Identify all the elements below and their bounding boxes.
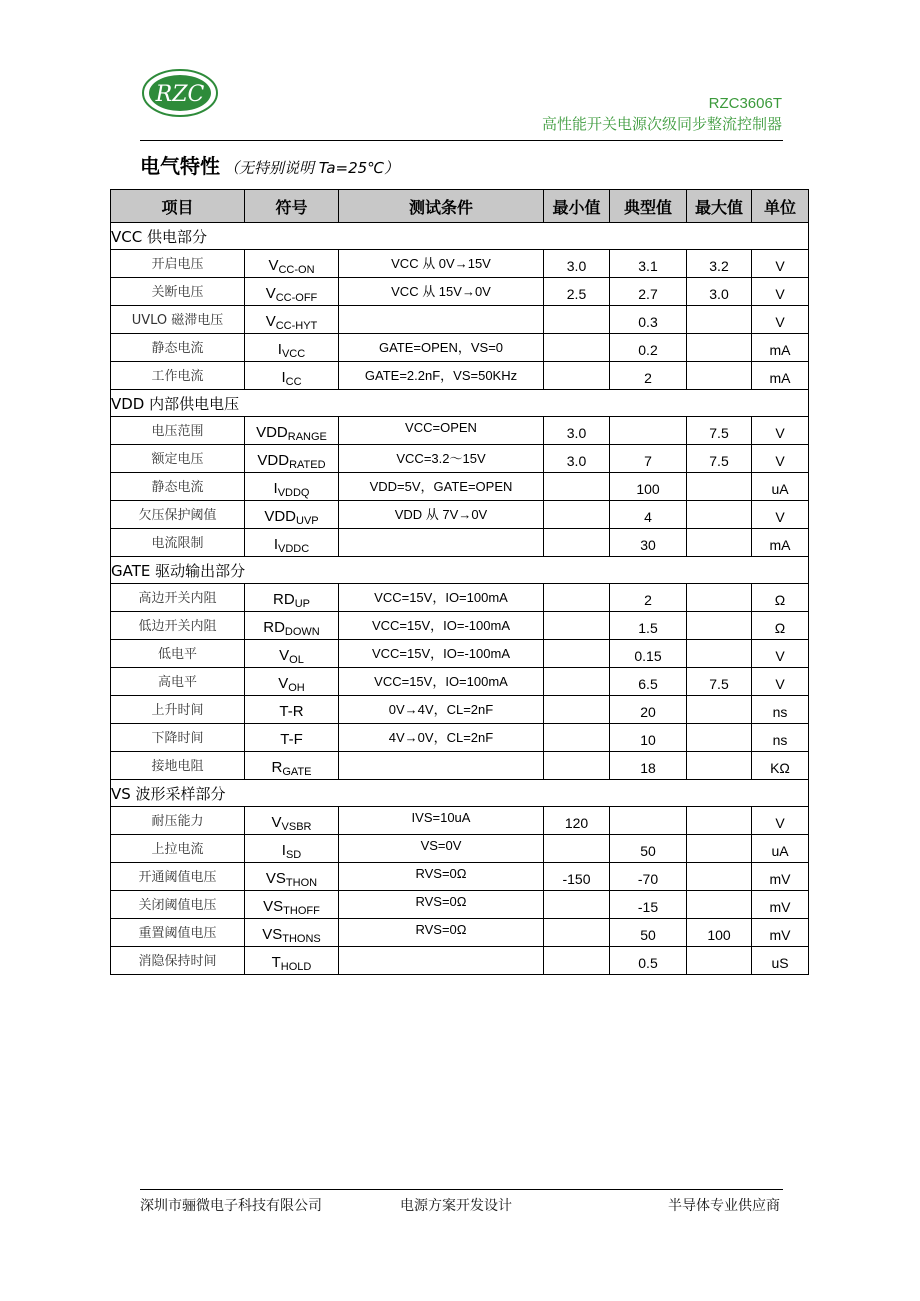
typ-cell: 2 (610, 362, 687, 390)
parameter-cell: 上升时间 (111, 696, 245, 724)
parameter-cell: 重置阈值电压 (111, 919, 245, 947)
typ-cell: 10 (610, 724, 687, 752)
product-description: 高性能开关电源次级同步整流控制器 (541, 115, 782, 133)
condition-cell: VCC=OPEN (339, 417, 544, 445)
column-header: 单位 (752, 190, 809, 223)
symbol-subscript: OH (288, 682, 305, 694)
symbol-main: VDD (264, 508, 297, 525)
typ-cell (610, 417, 687, 445)
min-cell (544, 835, 610, 863)
symbol-subscript: UP (294, 598, 310, 610)
column-header: 典型值 (610, 190, 687, 223)
min-cell (544, 668, 610, 696)
parameter-cell: 额定电压 (111, 445, 245, 473)
min-cell: -150 (544, 863, 610, 891)
condition-cell (339, 947, 544, 975)
parameter-cell: 高电平 (111, 668, 245, 696)
parameter-cell: 上拉电流 (111, 835, 245, 863)
table-row (111, 752, 809, 780)
electrical-characteristics-table (110, 189, 809, 975)
unit-cell: ns (752, 724, 809, 752)
max-cell: 3.2 (687, 250, 752, 278)
unit-cell: mA (752, 529, 809, 557)
column-header: 最小值 (544, 190, 610, 223)
symbol-cell (245, 752, 339, 780)
table-row (111, 891, 809, 919)
table-row (111, 278, 809, 306)
model-number: RZC3606T (708, 95, 782, 112)
symbol-main: V (279, 647, 290, 664)
min-cell (544, 919, 610, 947)
max-cell (687, 947, 752, 975)
condition-cell: RVS=0Ω (339, 891, 544, 919)
symbol-main: VDD (257, 452, 290, 469)
symbol-main: I (281, 369, 286, 386)
unit-cell: V (752, 807, 809, 835)
symbol-main: T-F (280, 731, 303, 748)
symbol-main: VS (263, 898, 284, 915)
symbol-subscript: CC (285, 376, 302, 388)
parameter-cell: UVLO 磁滞电压 (111, 306, 245, 334)
unit-cell: V (752, 668, 809, 696)
min-cell (544, 696, 610, 724)
typ-cell: 100 (610, 473, 687, 501)
symbol-subscript: THON (285, 877, 318, 889)
symbol-cell (245, 473, 339, 501)
table-row (111, 473, 809, 501)
symbol-subscript: HOLD (280, 961, 312, 973)
max-cell (687, 612, 752, 640)
section-title-cell: VCC 供电部分 (111, 223, 809, 250)
symbol-main: V (265, 313, 276, 330)
symbol-subscript: OL (289, 654, 304, 666)
symbol-main: V (265, 285, 276, 302)
min-cell (544, 529, 610, 557)
typ-cell: 4 (610, 501, 687, 529)
symbol-subscript: UVP (296, 515, 319, 527)
typ-cell: 30 (610, 529, 687, 557)
max-cell: 7.5 (687, 668, 752, 696)
unit-cell: mA (752, 362, 809, 390)
condition-cell (339, 752, 544, 780)
unit-cell: V (752, 640, 809, 668)
min-cell (544, 891, 610, 919)
section-row (111, 390, 809, 417)
parameter-cell: 耐压能力 (111, 807, 245, 835)
unit-cell: V (752, 445, 809, 473)
typ-cell: 50 (610, 835, 687, 863)
unit-cell: V (752, 501, 809, 529)
section-title-cell: GATE 驱动输出部分 (111, 557, 809, 584)
symbol-subscript: DOWN (284, 626, 320, 638)
section-title (140, 150, 399, 179)
symbol-subscript: SD (285, 849, 302, 861)
symbol-subscript: THOFF (283, 905, 320, 917)
min-cell: 3.0 (544, 445, 610, 473)
symbol-main: V (268, 257, 279, 274)
max-cell (687, 891, 752, 919)
symbol-subscript: RANGE (287, 431, 327, 443)
min-cell (544, 473, 610, 501)
unit-cell: V (752, 250, 809, 278)
parameter-cell: 静态电流 (111, 473, 245, 501)
symbol-subscript: VDDQ (277, 487, 310, 499)
condition-cell: VDD=5V，GATE=OPEN (339, 473, 544, 501)
max-cell (687, 696, 752, 724)
table-row (111, 696, 809, 724)
typ-cell: 2 (610, 584, 687, 612)
table-row (111, 362, 809, 390)
condition-cell: VCC 从 15V→0V (339, 278, 544, 306)
max-cell: 100 (687, 919, 752, 947)
condition-cell: IVS=10uA (339, 807, 544, 835)
section-row (111, 780, 809, 807)
table-row (111, 445, 809, 473)
parameter-cell: 高边开关内阻 (111, 584, 245, 612)
symbol-cell (245, 612, 339, 640)
max-cell (687, 807, 752, 835)
symbol-main: VDD (256, 424, 288, 441)
max-cell (687, 529, 752, 557)
unit-cell: ns (752, 696, 809, 724)
footer-company: 深圳市骊微电子科技有限公司 (140, 1198, 322, 1214)
min-cell (544, 362, 610, 390)
unit-cell: mV (752, 919, 809, 947)
max-cell: 3.0 (687, 278, 752, 306)
symbol-cell (245, 668, 339, 696)
symbol-cell (245, 919, 339, 947)
parameter-cell: 静态电流 (111, 334, 245, 362)
parameter-cell: 关闭阈值电压 (111, 891, 245, 919)
symbol-cell (245, 863, 339, 891)
parameter-cell: 关断电压 (111, 278, 245, 306)
max-cell (687, 334, 752, 362)
unit-cell: uA (752, 835, 809, 863)
symbol-cell (245, 724, 339, 752)
min-cell (544, 640, 610, 668)
min-cell (544, 501, 610, 529)
symbol-cell (245, 445, 339, 473)
max-cell (687, 752, 752, 780)
unit-cell: mA (752, 334, 809, 362)
symbol-main: V (271, 814, 282, 831)
condition-cell: VCC=15V，IO=-100mA (339, 612, 544, 640)
condition-cell (339, 529, 544, 557)
symbol-subscript: THONS (282, 933, 321, 945)
min-cell: 3.0 (544, 417, 610, 445)
max-cell (687, 306, 752, 334)
symbol-subscript: GATE (282, 766, 312, 778)
symbol-cell (245, 417, 339, 445)
condition-cell: VCC=15V，IO=100mA (339, 668, 544, 696)
table-row (111, 584, 809, 612)
condition-cell (339, 306, 544, 334)
symbol-cell (245, 362, 339, 390)
header-divider (140, 140, 783, 141)
parameter-cell: 工作电流 (111, 362, 245, 390)
unit-cell: mV (752, 891, 809, 919)
table-row (111, 306, 809, 334)
symbol-cell (245, 947, 339, 975)
table-header-row (111, 190, 809, 223)
typ-cell: -15 (610, 891, 687, 919)
symbol-main: RD (273, 591, 295, 608)
condition-cell: 0V→4V，CL=2nF (339, 696, 544, 724)
symbol-subscript: CC-HYT (275, 320, 318, 332)
symbol-cell (245, 529, 339, 557)
symbol-subscript: CC-OFF (275, 292, 318, 304)
unit-cell: uA (752, 473, 809, 501)
section-title-note: （无特别说明 Ta=25℃） (224, 159, 400, 177)
column-header: 最大值 (687, 190, 752, 223)
symbol-main: R (271, 759, 283, 776)
unit-cell: V (752, 417, 809, 445)
max-cell: 7.5 (687, 417, 752, 445)
parameter-cell: 下降时间 (111, 724, 245, 752)
typ-cell: 2.7 (610, 278, 687, 306)
symbol-cell (245, 891, 339, 919)
typ-cell: 7 (610, 445, 687, 473)
unit-cell: KΩ (752, 752, 809, 780)
symbol-main: I (273, 536, 278, 553)
typ-cell: 18 (610, 752, 687, 780)
unit-cell: V (752, 278, 809, 306)
max-cell (687, 584, 752, 612)
typ-cell: 3.1 (610, 250, 687, 278)
table-row (111, 612, 809, 640)
footer-divider (140, 1189, 783, 1190)
symbol-main: T-R (279, 703, 304, 720)
max-cell: 7.5 (687, 445, 752, 473)
section-title-text: 电气特性 (140, 154, 220, 178)
max-cell (687, 863, 752, 891)
max-cell (687, 724, 752, 752)
symbol-cell (245, 278, 339, 306)
symbol-main: VS (262, 926, 283, 943)
symbol-cell (245, 640, 339, 668)
condition-cell: RVS=0Ω (339, 919, 544, 947)
min-cell: 3.0 (544, 250, 610, 278)
condition-cell: VCC 从 0V→15V (339, 250, 544, 278)
max-cell (687, 501, 752, 529)
unit-cell: Ω (752, 612, 809, 640)
symbol-main: V (278, 675, 289, 692)
parameter-cell: 接地电阻 (111, 752, 245, 780)
column-header: 项目 (111, 190, 245, 223)
symbol-subscript: VDDC (278, 543, 310, 555)
typ-cell: 0.2 (610, 334, 687, 362)
table-row (111, 835, 809, 863)
column-header: 测试条件 (339, 190, 544, 223)
parameter-cell: 开通阈值电压 (111, 863, 245, 891)
symbol-main: I (277, 341, 282, 358)
symbol-cell (245, 835, 339, 863)
footer-role: 半导体专业供应商 (668, 1198, 780, 1214)
condition-cell: 4V→0V，CL=2nF (339, 724, 544, 752)
company-logo (141, 68, 219, 118)
condition-cell: GATE=2.2nF，VS=50KHz (339, 362, 544, 390)
symbol-main: T (271, 954, 281, 971)
symbol-subscript: RATED (289, 459, 326, 471)
parameter-cell: 低边开关内阻 (111, 612, 245, 640)
max-cell (687, 473, 752, 501)
symbol-main: VS (265, 870, 286, 887)
section-title-cell: VDD 内部供电电压 (111, 390, 809, 417)
footer-service: 电源方案开发设计 (400, 1198, 512, 1214)
symbol-main: RD (263, 619, 285, 636)
min-cell (544, 334, 610, 362)
table-row (111, 947, 809, 975)
symbol-cell (245, 501, 339, 529)
unit-cell: V (752, 306, 809, 334)
min-cell (544, 947, 610, 975)
typ-cell: 50 (610, 919, 687, 947)
symbol-subscript: VSBR (281, 821, 312, 833)
min-cell (544, 306, 610, 334)
typ-cell: 0.3 (610, 306, 687, 334)
symbol-subscript: CC-ON (278, 264, 315, 276)
parameter-cell: 消隐保持时间 (111, 947, 245, 975)
symbol-subscript: VCC (281, 348, 306, 360)
max-cell (687, 835, 752, 863)
table-row (111, 529, 809, 557)
table-row (111, 250, 809, 278)
typ-cell: 0.5 (610, 947, 687, 975)
parameter-cell: 电流限制 (111, 529, 245, 557)
section-row (111, 223, 809, 250)
typ-cell: 1.5 (610, 612, 687, 640)
table-row (111, 334, 809, 362)
condition-cell: GATE=OPEN，VS=0 (339, 334, 544, 362)
unit-cell: mV (752, 863, 809, 891)
symbol-cell (245, 250, 339, 278)
min-cell: 120 (544, 807, 610, 835)
typ-cell: -70 (610, 863, 687, 891)
condition-cell: RVS=0Ω (339, 863, 544, 891)
section-row (111, 557, 809, 584)
unit-cell: uS (752, 947, 809, 975)
condition-cell: VDD 从 7V→0V (339, 501, 544, 529)
min-cell (544, 724, 610, 752)
table-row (111, 668, 809, 696)
typ-cell: 20 (610, 696, 687, 724)
symbol-cell (245, 306, 339, 334)
symbol-cell (245, 334, 339, 362)
document-header (542, 94, 782, 134)
min-cell (544, 612, 610, 640)
parameter-cell: 开启电压 (111, 250, 245, 278)
table-row (111, 724, 809, 752)
unit-cell: Ω (752, 584, 809, 612)
condition-cell: VCC=15V，IO=100mA (339, 584, 544, 612)
typ-cell: 0.15 (610, 640, 687, 668)
parameter-cell: 欠压保护阈值 (111, 501, 245, 529)
condition-cell: VS=0V (339, 835, 544, 863)
table-row (111, 863, 809, 891)
symbol-cell (245, 696, 339, 724)
table-row (111, 640, 809, 668)
section-title-cell: VS 波形采样部分 (111, 780, 809, 807)
typ-cell: 6.5 (610, 668, 687, 696)
logo-text: RZC (155, 82, 205, 107)
min-cell (544, 752, 610, 780)
parameter-cell: 低电平 (111, 640, 245, 668)
symbol-main: I (281, 842, 286, 859)
condition-cell: VCC=3.2～15V (339, 445, 544, 473)
typ-cell (610, 807, 687, 835)
table-row (111, 501, 809, 529)
min-cell: 2.5 (544, 278, 610, 306)
table-row (111, 807, 809, 835)
column-header: 符号 (245, 190, 339, 223)
symbol-main: I (273, 480, 278, 497)
max-cell (687, 362, 752, 390)
symbol-cell (245, 807, 339, 835)
table-row (111, 417, 809, 445)
min-cell (544, 584, 610, 612)
max-cell (687, 640, 752, 668)
symbol-cell (245, 584, 339, 612)
parameter-cell: 电压范围 (111, 417, 245, 445)
table-row (111, 919, 809, 947)
condition-cell: VCC=15V，IO=-100mA (339, 640, 544, 668)
